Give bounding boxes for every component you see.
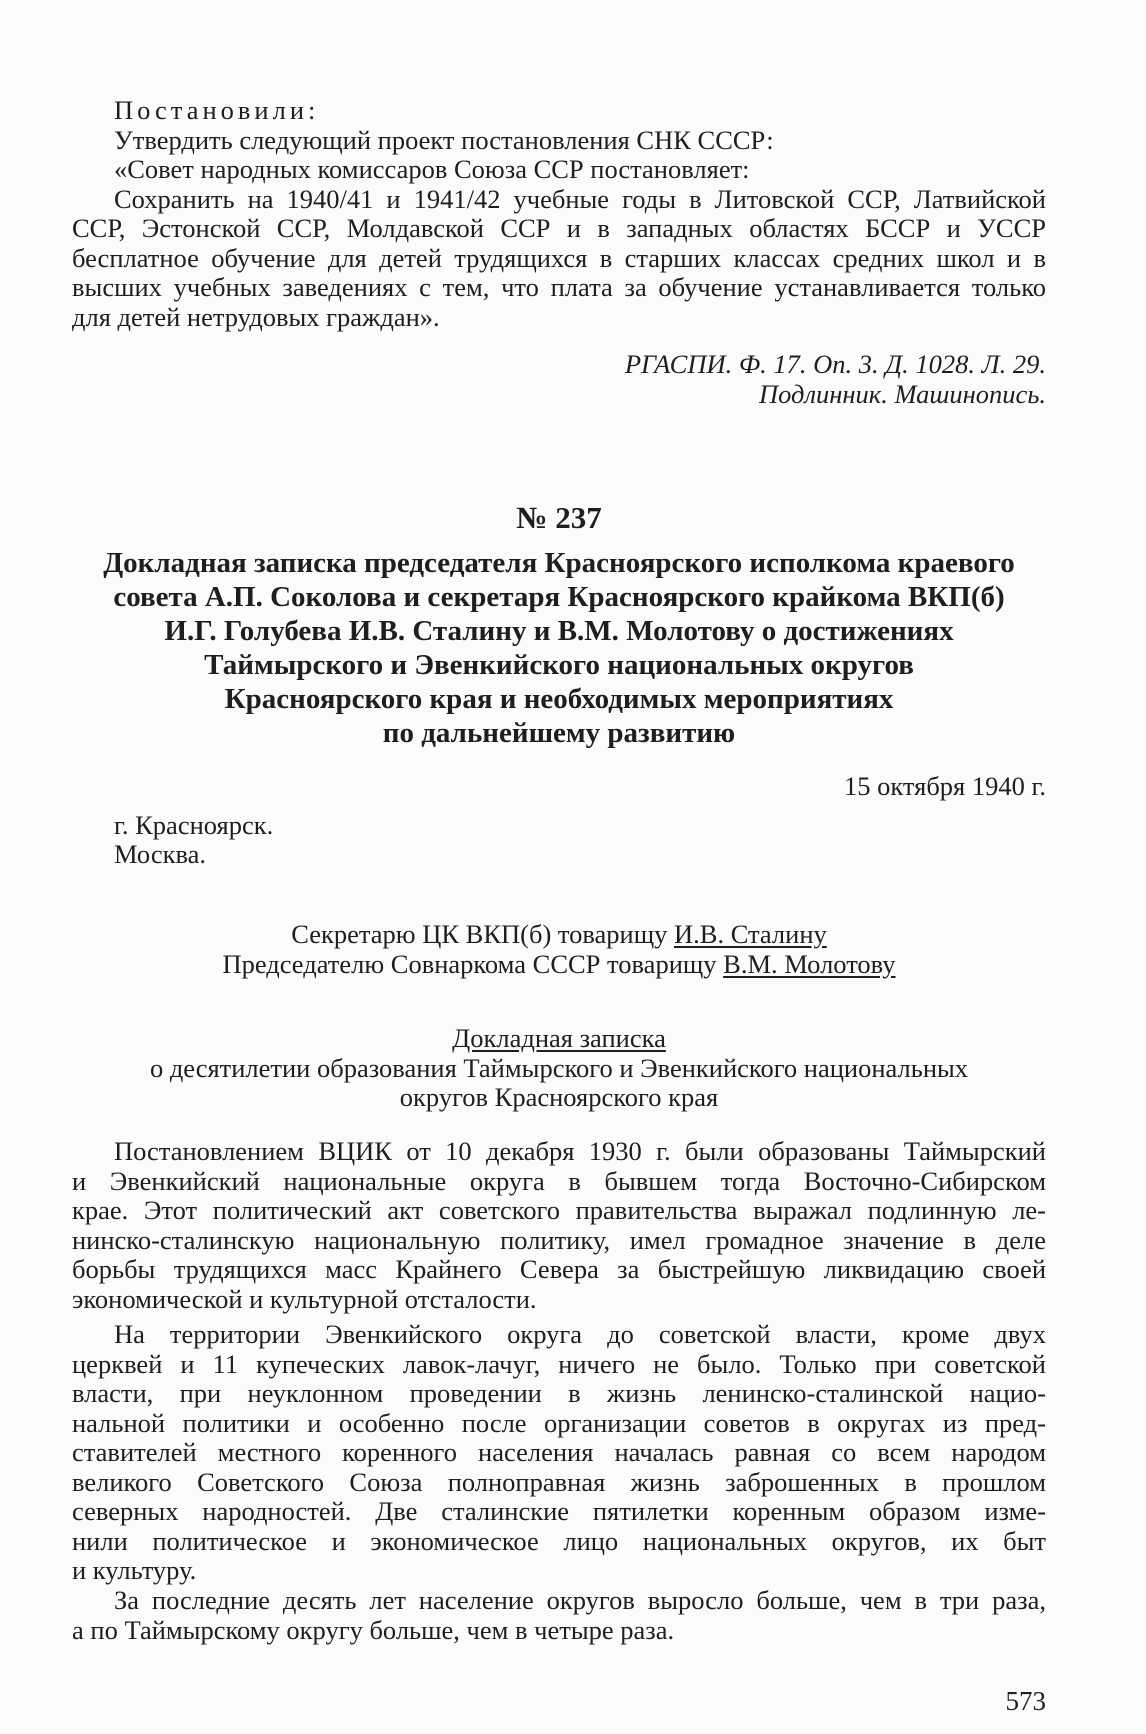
text-line: За последние десять лет население округов выросло больше, чем в три раза, bbox=[114, 1585, 1046, 1615]
paragraph bbox=[72, 1137, 1046, 1314]
archive-note: Подлинник. Машинопись. bbox=[759, 378, 1046, 409]
text-line: великого Советского Союза полноправная жизнь заброшенных в прошлом bbox=[72, 1466, 1046, 1497]
memo-subtitle: округов Красноярского края bbox=[399, 1082, 719, 1112]
text-line: и культуру. bbox=[72, 1555, 197, 1585]
document-date: 15 октября 1940 г. bbox=[844, 771, 1046, 801]
page-number: 573 bbox=[1005, 1686, 1046, 1716]
archive-reference bbox=[72, 350, 1046, 409]
document-title bbox=[72, 546, 1046, 750]
resolution-heading: Постановили: bbox=[114, 95, 320, 125]
text-line: «Совет народных комиссаров Союза ССР постановляет: bbox=[114, 154, 750, 184]
text-line: для детей нетрудовых граждан». bbox=[72, 301, 440, 332]
text-line: и Эвенкийский национальные округа в бывшем тогда Восточно-Сибирском bbox=[72, 1165, 1046, 1196]
document-meta bbox=[72, 772, 1046, 870]
addressee-name: В.М. Молотову bbox=[723, 948, 896, 979]
addressees bbox=[72, 920, 1046, 979]
text-line: власти, при неуклонном проведении в жизнь ленинско-сталинской нацио- bbox=[72, 1378, 1046, 1408]
title-line: Таймырского и Эвенкийского национальных округов bbox=[204, 649, 914, 681]
addressee-line bbox=[72, 950, 1046, 980]
archive-source: РГАСПИ. Ф. 17. Оп. 3. Д. 1028. Л. 29. bbox=[624, 349, 1046, 379]
paragraph bbox=[72, 1320, 1046, 1586]
paragraph bbox=[72, 1586, 1046, 1645]
memo-header bbox=[72, 1024, 1046, 1113]
text-line: а по Таймырскому округу больше, чем в четыре раза. bbox=[72, 1614, 675, 1645]
title-line: Красноярского края и необходимых мероприятиях bbox=[224, 683, 894, 715]
text-line: нинско-сталинскую национальную политику, имел громадное значение в деле bbox=[72, 1224, 1046, 1255]
addressee-name: И.В. Сталину bbox=[674, 919, 827, 949]
text-line: нальной политики и особенно после организации советов в округах из пред- bbox=[72, 1407, 1046, 1438]
resolution-block bbox=[72, 96, 1046, 332]
title-line: совета А.П. Соколова и секретаря Красноярского крайкома ВКП(б) bbox=[113, 581, 1005, 613]
addressee-title: Секретарю ЦК ВКП(б) товарищу bbox=[291, 919, 675, 949]
title-line: по дальнейшему развитию bbox=[382, 717, 736, 749]
text-line: нили политическое и экономическое лицо национальных округов, их быт bbox=[72, 1525, 1046, 1556]
text-line: Сохранить на 1940/41 и 1941/42 учебные годы в Литовской ССР, Латвийской bbox=[114, 183, 1046, 214]
text-line: На территории Эвенкийского округа до советской власти, кроме двух bbox=[114, 1319, 1046, 1349]
memo-subtitle: о десятилетии образования Таймырского и Эвенкийского национальных bbox=[149, 1052, 969, 1083]
text-line: борьбы трудящихся масс Крайнего Севера за быстрейшую ликвидацию своей bbox=[72, 1254, 1046, 1284]
title-line: Докладная записка председателя Красноярского исполкома краевого bbox=[103, 547, 1015, 579]
title-line: И.Г. Голубева И.В. Сталину и В.М. Молотову о достижениях bbox=[164, 615, 954, 647]
text-line: церквей и 11 купеческих лавок-лачуг, ничего не было. Только при советской bbox=[72, 1348, 1046, 1379]
text-line: ставителей местного коренного населения началась равная со всем народом bbox=[72, 1437, 1046, 1467]
text-line: северных народностей. Две сталинские пятилетки коренным образом изме- bbox=[72, 1496, 1046, 1526]
addressee-line bbox=[72, 920, 1046, 950]
text-line: Утвердить следующий проект постановления СНК СССР: bbox=[114, 124, 774, 155]
place-to: Москва. bbox=[114, 839, 206, 869]
document-number: № 237 bbox=[516, 500, 602, 535]
addressee-title: Председателю Совнаркома СССР товарищу bbox=[222, 948, 724, 979]
place-from: г. Красноярск. bbox=[114, 809, 274, 840]
memo-heading: Докладная записка bbox=[452, 1023, 666, 1053]
text-line: высших учебных заведениях с тем, что плата за обучение устанавливается только bbox=[72, 272, 1046, 302]
text-line: Постановлением ВЦИК от 10 декабря 1930 г. были образованы Таймырский bbox=[114, 1136, 1046, 1166]
text-line: крае. Этот политический акт советского правительства выражал подлинную ле- bbox=[72, 1195, 1046, 1225]
text-line: экономической и культурной отсталости. bbox=[72, 1283, 537, 1314]
text-line: бесплатное обучение для детей трудящихся в старших классах средних школ и в bbox=[72, 242, 1046, 273]
text-line: ССР, Эстонской ССР, Молдавской ССР и в западных областях БССР и УССР bbox=[72, 213, 1046, 243]
